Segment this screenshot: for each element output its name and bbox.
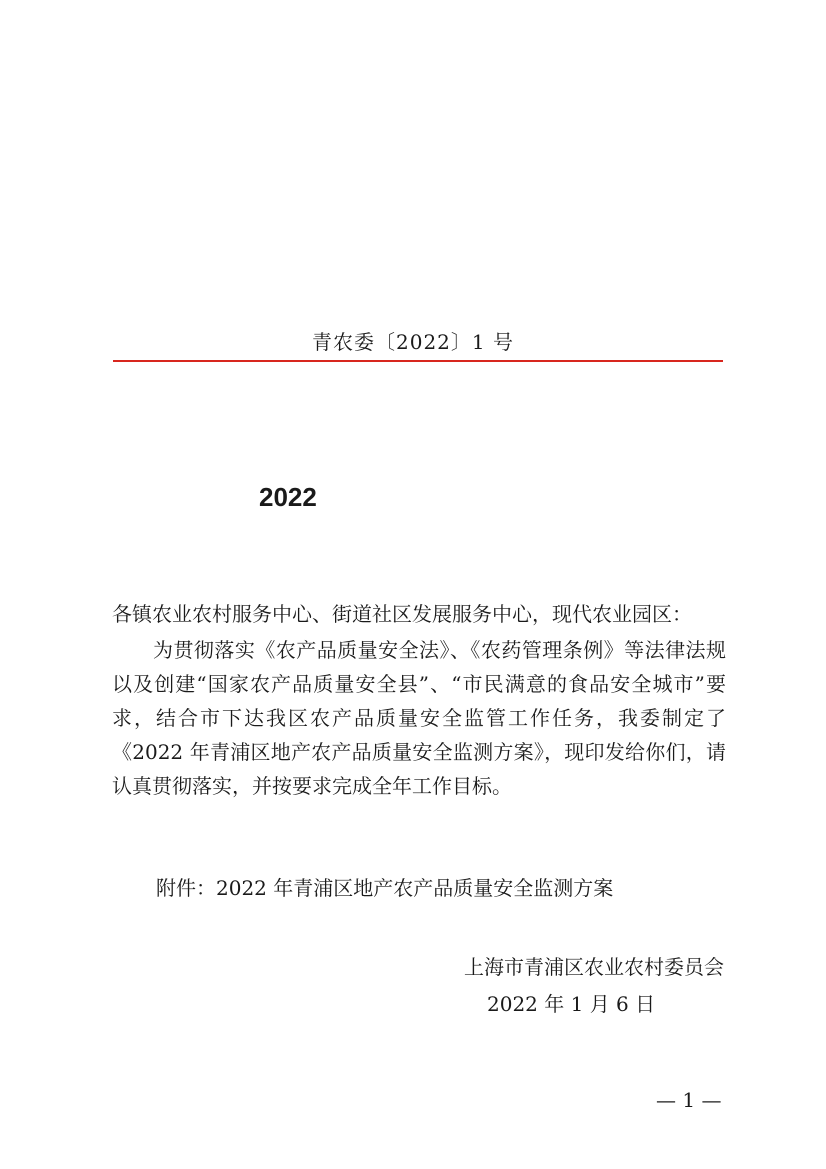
document-title: 2022 [259, 482, 317, 512]
issue-date: 2022 年 1 月 6 日 [487, 992, 656, 1016]
page-number: — 1 — [656, 1088, 722, 1112]
body-paragraph: 为贯彻落实《农产品质量安全法》、《农药管理条例》等法律法规以及创建“国家农产品质量安全县”、“市民满意的食品安全城市”要求，结合市下达我区农产品质量安全监管工作任务，我委制定了《2022 年青浦区地产农产品质量安全监测方案》，现印发给你们，请认真贯彻落实，并按要求完成全年工作目标。 [112, 638, 726, 798]
red-divider-line [113, 360, 723, 362]
addressee-line: 各镇农业农村服务中心、街道社区发展服务中心，现代农业园区： [112, 602, 692, 626]
issuing-organization: 上海市青浦区农业农村委员会 [464, 955, 724, 979]
attachment-line: 附件：2022 年青浦区地产农产品质量安全监测方案 [156, 876, 614, 900]
document-number: 青农委〔2022〕1 号 [312, 330, 514, 354]
